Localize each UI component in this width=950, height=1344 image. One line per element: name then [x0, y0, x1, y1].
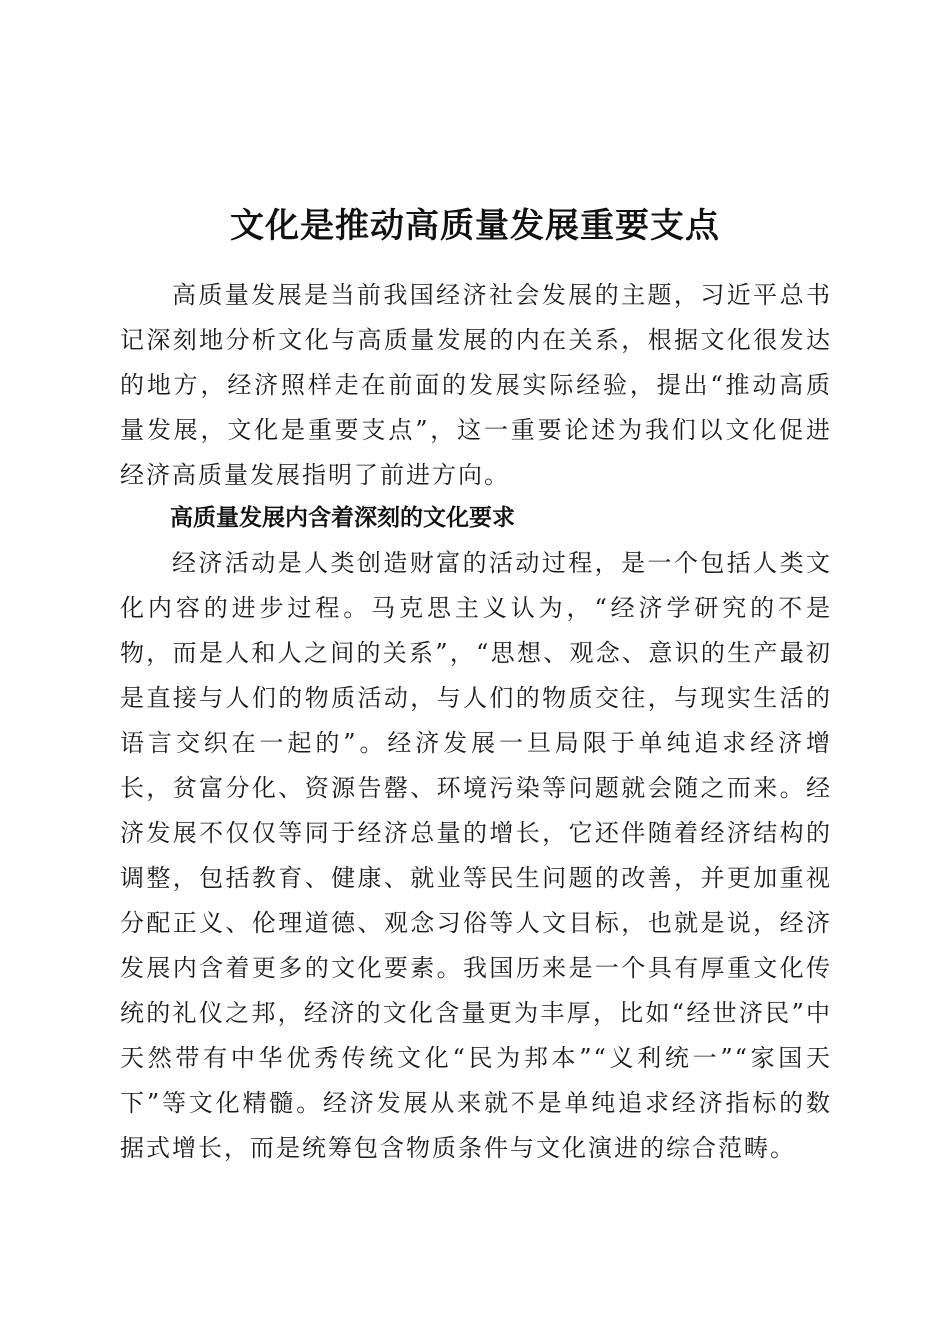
intro-paragraph: 高质量发展是当前我国经济社会发展的主题，习近平总书记深刻地分析文化与高质量发展的内在关系，根据文化很发达的地方，经济照样走在前面的发展实际经验，提出“推动高质量发展，文化是重要支点”，这一重要论述为我们以文化促进经济高质量发展指明了前进方向。 — [120, 281, 832, 489]
section-heading: 高质量发展内含着深刻的文化要求 — [170, 505, 515, 531]
document-title: 文化是推动高质量发展重要支点 — [230, 205, 720, 246]
section-paragraph: 经济活动是人类创造财富的活动过程，是一个包括人类文化内容的进步过程。马克思主义认为，“经济学研究的不是物，而是人和人之间的关系”，“思想、观念、意识的生产最初是直接与人们的物质活动，与人们的物质交往，与现实生活的语言交织在一起的”。经济发展一旦局限于单纯追求经济增长，贫富分化、资源告罄、环境污染等问题就会随之而来。经济发展不仅仅等同于经济总量的增长，它还伴随着经济结构的调整，包括教育、健康、就业等民生问题的改善，并更加重视分配正义、伦理道德、观念习俗等人文目标，也就是说，经济发展内含着更多的文化要素。我国历来是一个具有厚重文化传统的礼仪之邦，经济的文化含量更为丰厚，比如“经世济民”中天然带有中华优秀传统文化“民为邦本”“义利统一”“家国天下”等文化精髓。经济发展从来就不是单纯追求经济指标的数据式增长，而是统筹包含物质条件与文化演进的综合范畴。 — [120, 549, 832, 1162]
